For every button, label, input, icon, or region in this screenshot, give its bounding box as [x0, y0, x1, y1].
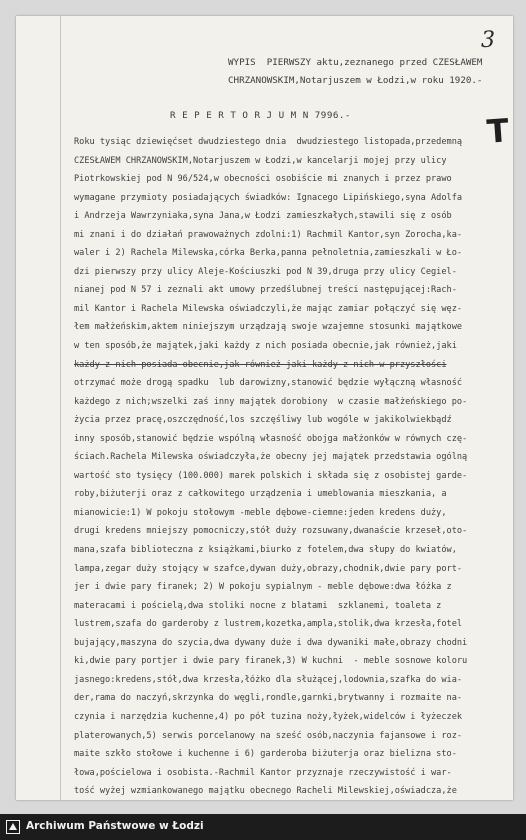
text-line: Roku tysiąc dziewięćset dwudziestego dnia dwudziestego listopada,przedemną	[74, 137, 463, 147]
text-line: drugi kredens mniejszy pomocniczy,stół duży rozsuwany,dwanaście krzeseł,oto-	[74, 526, 468, 537]
archive-logo-icon	[6, 820, 20, 834]
text-line: łem małżeńskim,aktem niniejszym urządzają swoje wzajemne stosunki majątkowe	[74, 322, 463, 333]
text-line: wymagane przymioty posiadających świadków: Ignacego Lipińskiego,syna Adolfa	[74, 192, 463, 203]
text-line: dzi pierwszy przy ulicy Aleje-Kościuszki pod N 39,druga przy ulicy Cegiel-	[74, 266, 457, 277]
text-line: Piotrkowskiej pod N 96/524,w obecności osobiście mi znanych i przez prawo	[74, 174, 452, 185]
text-line: jasnego:kredens,stół,dwa krzesła,łóżko dla służącej,lodownia,szafka do wia-	[74, 674, 463, 685]
text-line: czynia i narzędzia kuchenne,4) po pół tuzina noży,łyżek,widelców i łyżeczek	[74, 711, 463, 722]
text-line: jer i dwie pary firanek; 2) W pokoju sypialnym - meble dębowe:dwa łóżka z	[74, 582, 452, 593]
text-line: w ten sposób,że majątek,jaki każdy z nich posiada obecnie,jak również,jaki	[74, 341, 457, 352]
text-line: wartość sto tysięcy (100.000) marek polskich i składa się z osobistej garde-	[74, 470, 468, 481]
text-line: materacami i pościelą,dwa stoliki nocne z blatami szklanemi, toaleta z	[74, 600, 442, 611]
margin-mark: T	[485, 111, 511, 151]
text-line: CZESŁAWEM CHRZANOWSKIM,Notarjuszem w Łodzi,w kancelarji mojej przy ulicy	[74, 155, 447, 166]
text-line: ki,dwie pary portjer i dwie pary firanek,3) W kuchni - meble sosnowe koloru	[74, 656, 468, 667]
text-line: ściach.Rachela Milewska oświadczyła,że obecny jej majątek przedstawia ogólną	[74, 452, 468, 463]
text-line: lustrem,szafa do garderoby z lustrem,kozetka,ampla,stolik,dwa krzesła,fotel	[74, 619, 463, 630]
text-line: mianowicie:1) W pokoju stołowym -meble dębowe-ciemne:jeden kredens duży,	[74, 507, 447, 518]
text-line: każdego z nich;wszelki zaś inny majątek dorobiony w czasie małżeńskiego po-	[74, 396, 468, 407]
document-body	[74, 133, 514, 801]
text-line: mi znani i do działań prawoważnych zdolni:1) Rachmil Kantor,syn Zorocha,ka-	[74, 229, 463, 240]
text-line: waler i 2) Rachela Milewska,córka Berka,panna pełnoletnia,zamieszkali w Ło-	[74, 248, 463, 259]
text-line: każdy z nich posiada obecnie,jak również jaki każdy z nich w przyszłości	[74, 359, 447, 370]
text-line: życia przez pracę,oszczędność,los szczęśliwy lub wogóle w jakikolwiekbądź	[74, 415, 452, 426]
text-line: nianej pod N 57 i zeznali akt umowy przedślubnej treści następującej:Rach-	[74, 285, 457, 296]
text-line: łowa,pościelowa i osobista.-Rachmil Kantor przyznaje rzeczywistość i war-	[74, 767, 452, 778]
text-line: tość wyżej wzmiankowanego majątku obecnego Racheli Milewskiej,oświadcza,że	[74, 786, 457, 797]
archive-footer	[0, 814, 526, 840]
text-line: mil Kantor i Rachela Milewska oświadczyli,że mając zamiar połączyć się węz-	[74, 303, 463, 314]
document-header: WYPIS PIERWSZY aktu,zeznanego przed CZESŁAWEM CHRZANOWSKIM,Notarjuszem w Łodzi,w roku 1920.-	[228, 57, 483, 86]
text-line: inny sposób,stanowić będzie wspólną własność obojga małżonków w równych czę-	[74, 433, 468, 444]
text-line: mana,szafa biblioteczna z książkami,biurko z fotelem,dwa słupy do kwiatów,	[74, 545, 457, 556]
text-line: bujający,maszyna do szycia,dwa dywany duże i dwa dywaniki małe,obrazy chodni	[74, 637, 468, 648]
text-line: i Andrzeja Wawrzyniaka,syna Jana,w Łodzi zamieszkałych,stawili się z osób	[74, 211, 452, 222]
text-line: platerowanych,5) serwis porcelanowy na sześć osób,naczynia fajansowe i roz-	[74, 730, 463, 741]
margin-line	[60, 16, 61, 800]
text-line: roby,biżuterji oraz z całkowitego urządzenia i umeblowania mieszkania, a	[74, 489, 447, 500]
archive-name: Archiwum Państwowe w Łodzi	[26, 820, 204, 832]
page-number: 3	[481, 28, 495, 53]
text-line: der,rama do naczyń,skrzynka do węgli,rondle,garnki,brytwanny i rozmaite na-	[74, 693, 463, 704]
text-line: lampa,zegar duży stojący w szafce,dywan duży,obrazy,chodnik,dwie pary port-	[74, 563, 463, 574]
text-line: otrzymać może drogą spadku lub darowizny,stanowić będzie wyłączną własność	[74, 378, 463, 389]
text-line: maite szkło stołowe i kuchenne i 6) garderoba biżuterja oraz bielizna sto-	[74, 749, 457, 760]
repertory-title: R E P E R T O R J U M N 7996.-	[170, 110, 351, 121]
document-page	[16, 16, 513, 800]
